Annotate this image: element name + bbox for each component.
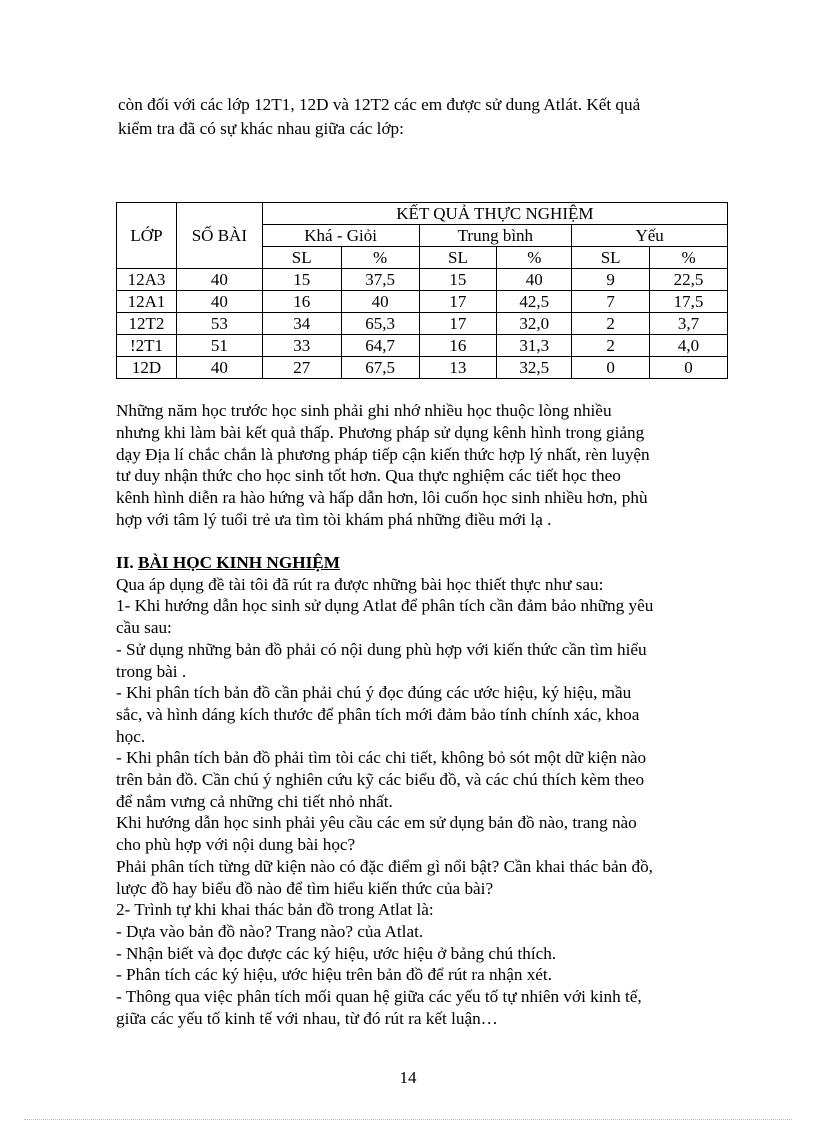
section-line: Phải phân tích từng dữ kiện nào có đặc điểm gì nổi bật? Cần khai thác bản đồ, [116, 856, 653, 876]
cell-lop: 12A1 [117, 291, 177, 313]
paragraph-line: Những năm học trước học sinh phải ghi nhớ nhiều học thuộc lòng nhiều [116, 401, 612, 420]
header-trung-binh: Trung bình [419, 225, 572, 247]
lessons-section [116, 552, 736, 1029]
section-line: để nắm vưng cả những chi tiết nhỏ nhất. [116, 791, 393, 811]
intro-line: còn đối với các lớp 12T1, 12D và 12T2 các em được sử dung Atlát. Kết quả [118, 95, 641, 114]
header-yeu: Yếu [572, 225, 728, 247]
section-line: sắc, và hình dáng kích thước để phân tích mới đảm bảo tính chính xác, khoa [116, 704, 640, 724]
header-ket-qua: KẾT QUẢ THỰC NGHIỆM [262, 203, 727, 225]
cell-so-bai: 40 [176, 269, 262, 291]
cell-y-sl: 9 [572, 269, 650, 291]
table-row [117, 357, 728, 379]
cell-kg-sl: 33 [262, 335, 341, 357]
section-line: - Dựa vào bản đồ nào? Trang nào? của Atlat. [116, 921, 424, 941]
paragraph-line: dạy Địa lí chắc chắn là phương pháp tiếp cận kiến thức hợp lý nhất, rèn luyện [116, 444, 650, 464]
header-sl: SL [419, 247, 497, 269]
paragraph-line: hợp với tâm lý tuổi trẻ ưa tìm tòi khám phá những điều mới lạ . [116, 509, 552, 529]
header-pct: % [650, 247, 728, 269]
cell-y-pct: 0 [650, 357, 728, 379]
cell-y-pct: 4,0 [650, 335, 728, 357]
section-line: lược đồ hay biểu đồ nào để tìm hiểu kiến thức của bài? [116, 878, 494, 898]
section-heading [116, 552, 736, 574]
header-pct: % [341, 247, 419, 269]
cell-kg-sl: 16 [262, 291, 341, 313]
cell-kg-pct: 40 [341, 291, 419, 313]
paragraph-line: nhưng khi làm bài kết quả thấp. Phương pháp sử dụng kênh hình trong giảng [116, 422, 645, 442]
cell-so-bai: 53 [176, 313, 262, 335]
cell-tb-pct: 32,0 [497, 313, 572, 335]
cell-so-bai: 40 [176, 357, 262, 379]
header-so-bai: SỐ BÀI [176, 203, 262, 269]
cell-y-pct: 22,5 [650, 269, 728, 291]
section-line: - Phân tích các ký hiệu, ước hiệu trên bản đồ để rút ra nhận xét. [116, 965, 553, 985]
header-sl: SL [262, 247, 341, 269]
section-line: cho phù hợp với nội dung bài học? [116, 835, 356, 855]
cell-kg-pct: 37,5 [341, 269, 419, 291]
section-line: học. [116, 726, 146, 746]
section-line: Qua áp dụng đề tài tôi đã rút ra được những bài học thiết thực như sau: [116, 574, 604, 594]
cell-kg-pct: 64,7 [341, 335, 419, 357]
section-line: Khi hướng dẫn học sinh phải yêu cầu các em sử dụng bản đồ nào, trang nào [116, 813, 637, 833]
header-lop: LỚP [117, 203, 177, 269]
header-pct: % [497, 247, 572, 269]
cell-y-sl: 2 [572, 313, 650, 335]
heading-title: BÀI HỌC KINH NGHIỆM [137, 553, 340, 572]
section-line: trong bài . [116, 661, 187, 681]
cell-tb-sl: 17 [419, 313, 497, 335]
cell-lop: 12A3 [117, 269, 177, 291]
cell-kg-pct: 65,3 [341, 313, 419, 335]
cell-kg-sl: 34 [262, 313, 341, 335]
section-line: 2- Trình tự khi khai thác bản đồ trong Atlat là: [116, 900, 434, 920]
cell-tb-pct: 31,3 [497, 335, 572, 357]
section-line: - Khi phân tích bản đồ cần phải chú ý đọc đúng các ước hiệu, ký hiệu, mầu [116, 683, 632, 703]
cell-lop: 12D [117, 357, 177, 379]
cell-tb-sl: 16 [419, 335, 497, 357]
cell-tb-sl: 13 [419, 357, 497, 379]
cell-y-pct: 17,5 [650, 291, 728, 313]
heading-prefix: II. [116, 553, 138, 572]
cell-tb-sl: 17 [419, 291, 497, 313]
page-bottom-rule [24, 1119, 792, 1120]
table-row [117, 335, 728, 357]
paragraph-line: kênh hình diễn ra hào hứng và hấp dẫn hơn, lôi cuốn học sinh nhiều hơn, phù [116, 488, 648, 508]
table-row [117, 269, 728, 291]
section-line: - Khi phân tích bản đồ phải tìm tòi các chi tiết, không bỏ sót một dữ kiện nào [116, 748, 647, 768]
cell-y-sl: 7 [572, 291, 650, 313]
section-line: cầu sau: [116, 618, 172, 638]
cell-so-bai: 40 [176, 291, 262, 313]
cell-y-pct: 3,7 [650, 313, 728, 335]
cell-kg-sl: 27 [262, 357, 341, 379]
cell-kg-pct: 67,5 [341, 357, 419, 379]
table-row [117, 313, 728, 335]
cell-tb-pct: 40 [497, 269, 572, 291]
section-line: 1- Khi hướng dẫn học sinh sử dụng Atlat để phân tích cần đảm bảo những yêu [116, 596, 654, 616]
cell-tb-pct: 32,5 [497, 357, 572, 379]
table-row [117, 291, 728, 313]
cell-y-sl: 0 [572, 357, 650, 379]
cell-lop: !2T1 [117, 335, 177, 357]
results-table [116, 202, 728, 379]
cell-so-bai: 51 [176, 335, 262, 357]
section-line: - Thông qua việc phân tích mối quan hệ giữa các yếu tố tự nhiên với kinh tế, [116, 987, 642, 1007]
cell-tb-sl: 15 [419, 269, 497, 291]
intro-line: kiểm tra đã có sự khác nhau giữa các lớp: [118, 119, 404, 138]
section-line: - Nhận biết và đọc được các ký hiệu, ước hiệu ở bảng chú thích. [116, 943, 557, 963]
results-paragraph [116, 400, 728, 531]
header-sl: SL [572, 247, 650, 269]
section-line: - Sử dụng những bản đồ phải có nội dung phù hợp với kiến thức cần tìm hiểu [116, 639, 647, 659]
cell-tb-pct: 42,5 [497, 291, 572, 313]
cell-y-sl: 2 [572, 335, 650, 357]
section-line: trên bản đồ. Cần chú ý nghiên cứu kỹ các biểu đồ, và các chú thích kèm theo [116, 770, 645, 790]
cell-lop: 12T2 [117, 313, 177, 335]
intro-text [118, 93, 728, 141]
section-line: giữa các yếu tố kinh tế với nhau, từ đó rút ra kết luận… [116, 1008, 498, 1028]
paragraph-line: tư duy nhận thức cho học sinh tốt hơn. Qua thực nghiệm các tiết học theo [116, 466, 621, 486]
header-kha-gioi: Khá - Giỏi [262, 225, 419, 247]
page-number: 14 [399, 1068, 417, 1087]
cell-kg-sl: 15 [262, 269, 341, 291]
